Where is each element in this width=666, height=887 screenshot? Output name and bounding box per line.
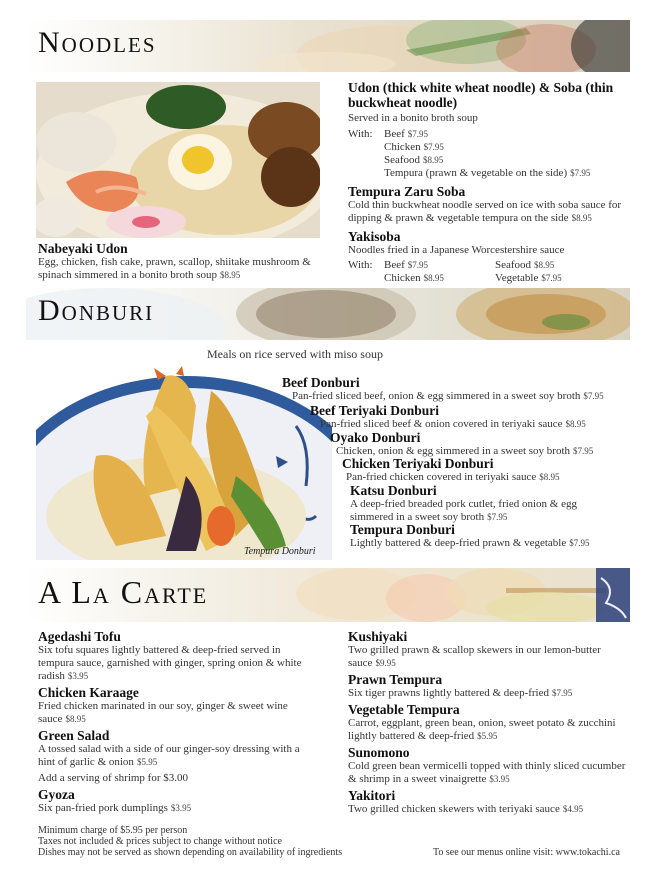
alacarte-item [38, 728, 314, 785]
donburi-name: Oyako Donburi [330, 430, 421, 445]
alacarte-price: $3.95 [489, 774, 510, 784]
donburi-item [342, 456, 630, 484]
udon-option-price: $7.95 [407, 129, 429, 139]
alacarte-item [38, 685, 314, 726]
donburi-desc-text: Pan-fried sliced beef & onion covered in teriyaki sauce [320, 418, 563, 430]
udon-option-price: $7.95 [570, 168, 591, 178]
alacarte-desc-text: Two grilled chicken skewers with teriyaki sauce [348, 803, 560, 815]
alacarte-item [348, 788, 634, 816]
alacarte-right-column [348, 629, 634, 816]
yakisoba-options-col [495, 259, 562, 285]
donburi-name: Katsu Donburi [350, 483, 437, 498]
nabeyaki-udon-name: Nabeyaki Udon [38, 241, 128, 256]
yakisoba-option [495, 272, 562, 285]
donburi-desc [350, 537, 630, 550]
donburi-item [350, 483, 600, 524]
yakisoba-desc: Noodles fried in a Japanese Worcestershire sauce [348, 244, 565, 256]
yakisoba-option-label: Vegetable [495, 272, 539, 284]
alacarte-desc [348, 717, 634, 743]
alacarte-name: Sunomono [348, 745, 410, 760]
alacarte-item [38, 629, 314, 683]
alacarte-desc [38, 700, 314, 726]
alacarte-name: Vegetable Tempura [348, 702, 460, 717]
alacarte-left-column [38, 629, 314, 815]
alacarte-price: $4.95 [562, 804, 584, 814]
donburi-desc-text: Lightly battered & deep-fried prawn & vegetable [350, 537, 567, 549]
donburi-name: Beef Donburi [282, 375, 360, 390]
yakisoba-option-label: Seafood [495, 259, 532, 271]
nabeyaki-udon-photo [36, 82, 320, 238]
nabeyaki-udon-desc [38, 256, 328, 282]
alacarte-desc-text: Six pan-fried pork dumplings [38, 802, 168, 814]
alacarte-name: Green Salad [38, 728, 110, 743]
donburi-desc [350, 498, 600, 524]
footer-notes [38, 825, 342, 858]
alacarte-desc-text: Six tiger prawns lightly battered & deep-fried [348, 687, 549, 699]
alacarte-desc-text: A tossed salad with a side of our ginger-soy dressing with a hint of garlic & onion [38, 743, 300, 768]
donburi-name: Chicken Teriyaki Donburi [342, 456, 494, 471]
yakisoba-option [384, 259, 495, 272]
yakisoba-option-price: $7.95 [541, 273, 562, 283]
alacarte-desc-text: Cold green bean vermicelli topped with thinly sliced cucumber & shrimp in a sweet vinaigrette [348, 760, 626, 785]
yakisoba-option-price: $7.95 [407, 260, 429, 270]
udon-option [384, 141, 590, 154]
alacarte-price: $5.95 [477, 731, 498, 741]
yakisoba-options [348, 259, 634, 285]
udon-option-label: Tempura (prawn & vegetable on the side) [384, 167, 568, 179]
donburi-item [282, 375, 622, 403]
alacarte-banner [26, 568, 630, 622]
tempura-zaru-soba-name: Tempura Zaru Soba [348, 184, 466, 199]
udon-option-label: Beef [384, 128, 405, 140]
alacarte-price: $9.95 [375, 658, 396, 668]
alacarte-price: $7.95 [552, 688, 573, 698]
donburi-price: $7.95 [583, 391, 604, 401]
donburi-title: Donburi [38, 294, 155, 327]
udon-option [384, 128, 590, 141]
donburi-price: $7.95 [487, 512, 508, 522]
alacarte-name: Chicken Karaage [38, 685, 139, 700]
yakisoba-option-price: $8.95 [423, 273, 444, 283]
donburi-subtitle: Meals on rice served with miso soup [207, 347, 383, 361]
donburi-item [330, 430, 630, 458]
alacarte-item [348, 629, 634, 670]
udon-option-price: $8.95 [423, 155, 444, 165]
yakisoba-option [495, 259, 562, 272]
alacarte-price: $8.95 [65, 714, 86, 724]
udon-soba-name: Udon (thick white wheat noodle) & Soba (thin buckwheat noodle) [348, 80, 614, 110]
alacarte-title: A La Carte [38, 574, 209, 610]
alacarte-desc [348, 760, 634, 786]
alacarte-item [348, 702, 634, 743]
donburi-item [350, 522, 630, 550]
donburi-desc [282, 390, 622, 403]
donburi-name: Beef Teriyaki Donburi [310, 403, 440, 418]
nabeyaki-udon-price: $8.95 [220, 270, 241, 280]
alacarte-name: Prawn Tempura [348, 672, 443, 687]
alacarte-price: $3.95 [67, 671, 89, 681]
donburi-price: $8.95 [539, 472, 560, 482]
yakisoba-name: Yakisoba [348, 229, 401, 244]
alacarte-desc-text: Carrot, eggplant, green bean, onion, sweet potato & zucchini lightly battered & deep-fried [348, 717, 616, 742]
udon-option-price: $7.95 [423, 142, 444, 152]
nabeyaki-udon-desc-text: Egg, chicken, fish cake, prawn, scallop, shiitake mushroom & spinach simmered in a bonito broth soup [38, 256, 311, 281]
alacarte-item [348, 672, 634, 700]
donburi-price: $7.95 [569, 538, 590, 548]
noodles-banner [26, 20, 630, 72]
donburi-price: $7.95 [573, 446, 594, 456]
alacarte-desc [348, 803, 634, 816]
yakisoba-option-label: Chicken [384, 272, 421, 284]
alacarte-name: Agedashi Tofu [38, 629, 121, 644]
noodles-title: Noodles [38, 26, 157, 59]
alacarte-item [348, 745, 634, 786]
nabeyaki-udon-item [38, 241, 328, 282]
donburi-desc-text: A deep-fried breaded pork cutlet, fried onion & egg simmered in a sweet soy broth [350, 498, 577, 523]
udon-option-label: Chicken [384, 141, 421, 153]
alacarte-name: Gyoza [38, 787, 75, 802]
alacarte-desc-text: Two grilled prawn & scallop skewers in our lemon-butter sauce [348, 644, 601, 669]
udon-option [384, 167, 590, 180]
udon-option [384, 154, 590, 167]
udon-soba-desc: Served in a bonito broth soup [348, 112, 478, 124]
footer-line: Minimum charge of $5.95 per person [38, 825, 188, 836]
alacarte-desc [38, 802, 314, 815]
yakisoba-option-label: Beef [384, 259, 405, 271]
donburi-price: $8.95 [565, 419, 586, 429]
yakisoba-option-price: $8.95 [534, 260, 555, 270]
alacarte-price: $3.95 [170, 803, 192, 813]
donburi-desc-text: Pan-fried sliced beef, onion & egg simmered in a sweet soy broth [292, 390, 581, 402]
alacarte-item [38, 787, 314, 815]
donburi-banner [26, 288, 630, 340]
alacarte-desc [38, 743, 314, 769]
footer-line: Taxes not included & prices subject to change without notice [38, 836, 282, 847]
alacarte-desc [348, 644, 634, 670]
tempura-zaru-soba-price: $8.95 [571, 213, 592, 223]
alacarte-desc-text: Fried chicken marinated in our soy, ginger & sweet wine sauce [38, 700, 288, 725]
donburi-desc-text: Chicken, onion & egg simmered in a sweet soy broth [336, 445, 571, 457]
udon-option-label: Seafood [384, 154, 421, 166]
shrimp-addon: Add a serving of shrimp for $3.00 [38, 772, 189, 784]
alacarte-desc [38, 644, 314, 683]
udon-with-label: With: [348, 128, 373, 140]
alacarte-name: Kushiyaki [348, 629, 408, 644]
footer-online: To see our menus online visit: www.tokachi.ca [433, 847, 620, 858]
udon-soba-item [348, 80, 634, 285]
udon-options-list [384, 128, 590, 180]
yakisoba-option [384, 272, 495, 285]
yakisoba-with-label: With: [348, 259, 373, 271]
alacarte-price: $5.95 [136, 757, 158, 767]
tempura-donburi-caption: Tempura Donburi [244, 546, 316, 557]
alacarte-desc [348, 687, 634, 700]
alacarte-desc-text: Six tofu squares lightly battered & deep-fried served in tempura sauce, garnished with ginger, spring onion & white radish [38, 644, 302, 682]
donburi-name: Tempura Donburi [350, 522, 455, 537]
tempura-zaru-soba-desc [348, 199, 634, 225]
udon-soba-options [348, 128, 634, 180]
alacarte-name: Yakitori [348, 788, 396, 803]
footer-line: Dishes may not be served as shown depending on availability of ingredients [38, 847, 343, 858]
tempura-zaru-soba-desc-text: Cold thin buckwheat noodle served on ice with soba sauce for dipping & prawn & vegetable tempura on the side [348, 199, 622, 224]
donburi-item [310, 403, 630, 431]
donburi-desc-text: Pan-fried chicken covered in teriyaki sauce [346, 471, 537, 483]
yakisoba-options-col [384, 259, 495, 285]
